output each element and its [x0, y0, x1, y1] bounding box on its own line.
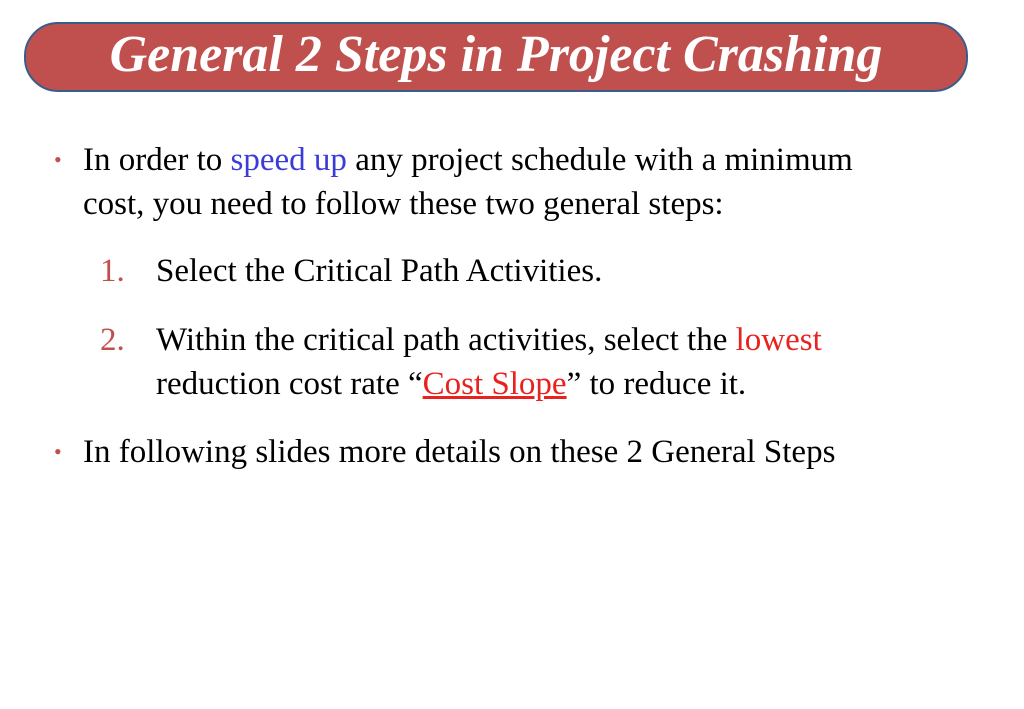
step-2-text-line-1 — [156, 318, 822, 362]
step-2-line-2-pre: reduction cost rate “ — [156, 366, 423, 402]
step-2-line-2-post: ” to reduce it. — [566, 366, 747, 402]
bullet-item-1-line-2: cost, you need to follow these two general steps: — [83, 186, 724, 222]
speed-up-highlight: speed up — [230, 142, 347, 178]
bullet-1-text-post: any project schedule with a minimum — [346, 142, 853, 178]
bullet-item-1 — [83, 138, 853, 182]
step-2-text-pre: Within the critical path activities, select the — [156, 322, 736, 358]
title-banner — [24, 22, 968, 92]
step-1-text: Select the Critical Path Activities. — [156, 253, 603, 289]
bullet-marker: • — [54, 439, 62, 464]
cost-slope-link[interactable]: Cost Slope — [422, 366, 567, 402]
bullet-item-2: In following slides more details on these 2 General Steps — [83, 434, 836, 470]
lowest-highlight: lowest — [735, 322, 822, 358]
step-1-number: 1. — [100, 253, 125, 289]
bullet-marker: • — [54, 147, 62, 172]
step-2-number: 2. — [100, 322, 125, 358]
bullet-1-text-pre: In order to — [83, 142, 231, 178]
step-2-text-line-2 — [156, 362, 746, 406]
slide-title: General 2 Steps in Project Crashing — [109, 26, 883, 83]
